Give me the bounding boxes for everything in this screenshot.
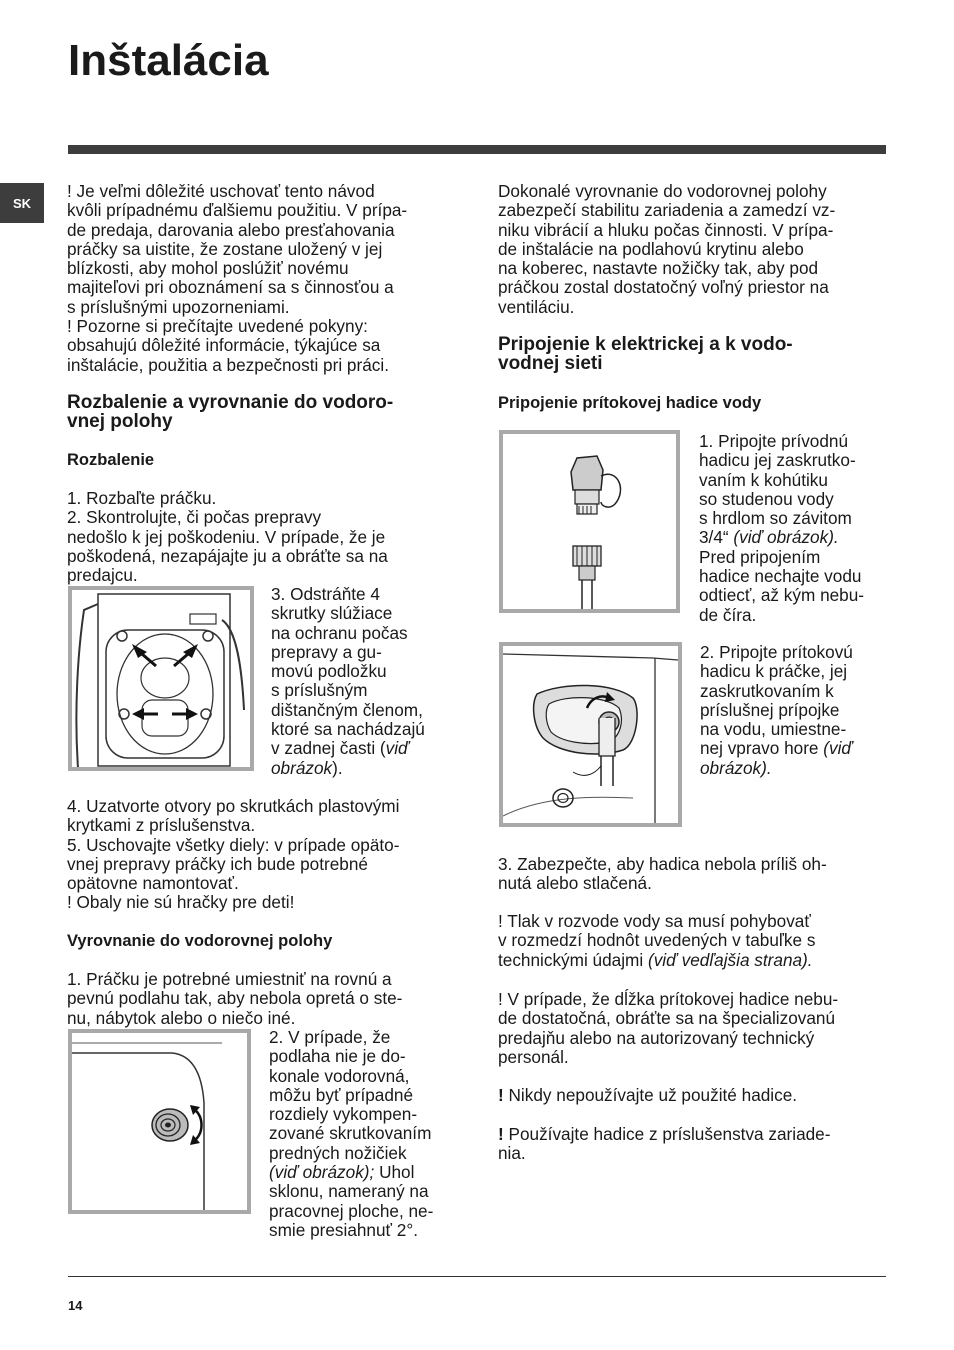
step3-text: 3. Odstráňte 4 skrutky slúžiace na ochranu počas prepravy a gu- movú podložku s príslušným dištančným členom, ktoré sa nachádzajú v zadnej časti (viď obrázok). xyxy=(271,584,425,778)
subheading-unpacking: Rozbalenie xyxy=(67,451,155,469)
leveling-intro: Dokonalé vyrovnanie do vodorovnej polohy zabezpečí stabilitu zariadenia a zamedzí vz- niku vibrácií a hluku počas činnosti. V prípa- de inštalácie na podlahovú krytinu alebo na koberec, nastavte nožičky tak, aby pod práčkou zostal dostatočný voľný priestor na ventiláciu. xyxy=(498,181,836,317)
section-heading-connection: Pripojenie k elektrickej a k vodo- vodnej sieti xyxy=(498,334,793,374)
steps-4-5: 4. Uzatvorte otvory po skrutkách plastovými krytkami z príslušenstva. 5. Uschovajte všetky diely: v prípade opäto- vnej prepravy práčky ich bude potrebné opätovne namontovať. ! Obaly nie sú hračky pre deti! xyxy=(67,796,400,913)
figure-leveling-foot xyxy=(68,1029,251,1214)
inlet-step3: 3. Zabezpečte, aby hadica nebola príliš oh- nutá alebo stlačená. xyxy=(498,854,827,894)
warning-supplied-hoses: ! Používajte hadice z príslušenstva zariade- nia. xyxy=(498,1124,831,1164)
warning-used-hoses: ! Nikdy nepoužívajte už použité hadice. xyxy=(498,1085,798,1105)
intro-text: ! Je veľmi dôležité uschovať tento návod kvôli prípadnému ďalšiemu použitiu. V prípa- de predaja, darovania alebo presťahovania práčky sa uistite, že zostane uložený v jej blízkosti, aby mohol poslúžiť novému majiteľovi pri oboznámení sa s činnosťou a s príslušnými upozorneniami. ! Pozorne si prečítajte uvedené pokyny: obsahujú dôležité informácie, týkajúce sa inštalácie, použitia a bezpečnosti pri práci. xyxy=(67,181,408,375)
page-number: 14 xyxy=(68,1298,83,1313)
inlet-step2: 2. Pripojte prítokovú hadicu k práčke, jej zaskrutkovaním k príslušnej prípojke na vodu, umiestne- nej vpravo hore (viď obrázok). xyxy=(700,642,853,778)
language-tab: SK xyxy=(0,183,44,223)
leveling-step2: 2. V prípade, že podlaha nie je do- konale vodorovná, môžu byť prípadné rozdiely vykompen- zované skrutkovaním predných nožičiek (viď obrázok); Uhol sklonu, nameraný na pracovnej ploche, ne- smie presiahnuť 2°. xyxy=(269,1027,434,1240)
title-divider xyxy=(68,145,886,154)
subheading-leveling: Vyrovnanie do vodorovnej polohy xyxy=(67,932,333,950)
hose-length-note: ! V prípade, že dĺžka prítokovej hadice nebu- de dostatočná, obráťte sa na špecializovanú predajňu alebo na autorizovaný technický personál. xyxy=(498,989,839,1067)
page-title: Inštalácia xyxy=(68,36,269,85)
pressure-note: ! Tlak v rozvode vody sa musí pohybovať v rozmedzí hodnôt uvedených v tabuľke s technickými údajmi (viď vedľajšia strana). xyxy=(498,911,816,970)
subheading-inlet-hose: Pripojenie prítokovej hadice vody xyxy=(498,394,762,412)
unpack-steps: 1. Rozbaľte práčku. 2. Skontrolujte, či počas prepravy nedošlo k jej poškodeniu. V prípade, že je poškodená, nezapájajte ju a obráťte sa na predajcu. xyxy=(67,488,388,586)
figure-tap-connection xyxy=(499,430,680,613)
leveling-step1: 1. Práčku je potrebné umiestniť na rovnú a pevnú podlahu tak, aby nebola opretá o ste- nu, nábytok alebo o niečo iné. xyxy=(67,969,403,1028)
figure-rear-transport-screws xyxy=(68,586,254,771)
figure-machine-inlet xyxy=(499,642,682,827)
footer-divider xyxy=(68,1276,886,1277)
inlet-step1: 1. Pripojte prívodnú hadicu jej zaskrutko- vaním k kohútiku so studenou vody s hrdlom so závitom 3/4“ (viď obrázok). Pred pripojením hadice nechajte vodu odtiecť, až kým nebu- de číra. xyxy=(699,431,865,625)
section-heading-unpacking: Rozbalenie a vyrovnanie do vodoro- vnej polohy xyxy=(67,392,394,432)
